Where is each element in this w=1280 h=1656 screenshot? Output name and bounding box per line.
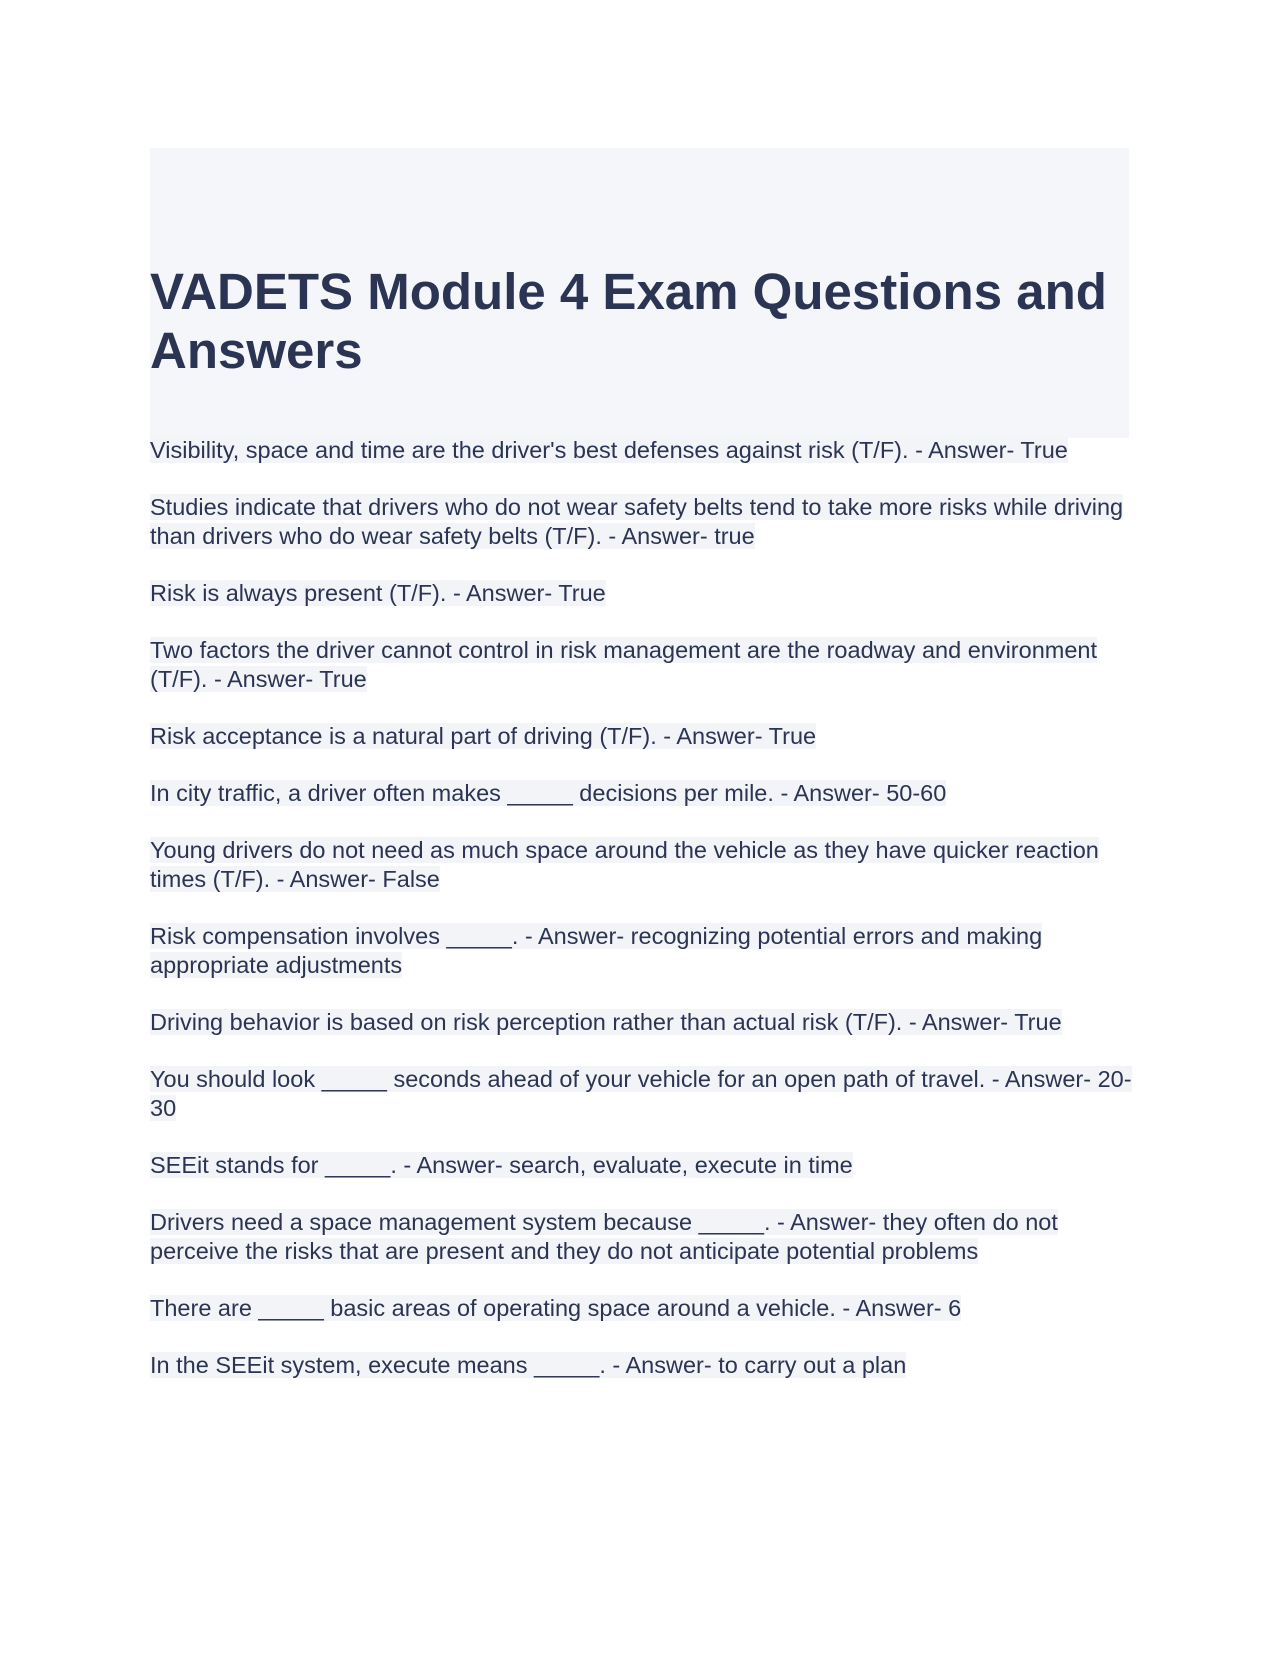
qa-text: Risk acceptance is a natural part of driving (T/F). - Answer- True — [150, 723, 817, 749]
qa-text: There are _____ basic areas of operating space around a vehicle. - Answer- 6 — [150, 1295, 962, 1321]
qa-item — [150, 1351, 1135, 1380]
qa-item — [150, 1008, 1135, 1037]
qa-text: Studies indicate that drivers who do not wear safety belts tend to take more risks while driving than drivers who do wear safety belts (T/F). - Answer- true — [150, 494, 1124, 549]
qa-text: Young drivers do not need as much space around the vehicle as they have quicker reaction times (T/F). - Answer- False — [150, 837, 1099, 892]
qa-text: Drivers need a space management system because _____. - Answer- they often do not perceive the risks that are present and they do not anticipate potential problems — [150, 1209, 1058, 1264]
qa-item — [150, 579, 1135, 608]
qa-item — [150, 722, 1135, 751]
question-answer-list — [150, 436, 1135, 1408]
qa-item — [150, 1208, 1135, 1266]
qa-item — [150, 493, 1135, 551]
qa-item — [150, 779, 1135, 808]
qa-item — [150, 836, 1135, 894]
qa-text: You should look _____ seconds ahead of your vehicle for an open path of travel. - Answer- 20-30 — [150, 1066, 1132, 1121]
qa-item — [150, 1065, 1135, 1123]
qa-item — [150, 1151, 1135, 1180]
qa-text: In the SEEit system, execute means _____. - Answer- to carry out a plan — [150, 1352, 907, 1378]
qa-text: In city traffic, a driver often makes _____ decisions per mile. - Answer- 50-60 — [150, 780, 947, 806]
qa-item — [150, 436, 1135, 465]
qa-text: Driving behavior is based on risk perception rather than actual risk (T/F). - Answer- True — [150, 1009, 1062, 1035]
qa-text: Risk is always present (T/F). - Answer- True — [150, 580, 606, 606]
qa-text: Two factors the driver cannot control in risk management are the roadway and environment (T/F). - Answer- True — [150, 637, 1098, 692]
qa-text: SEEit stands for _____. - Answer- search, evaluate, execute in time — [150, 1152, 853, 1178]
qa-item — [150, 636, 1135, 694]
qa-text: Risk compensation involves _____. - Answer- recognizing potential errors and making appropriate adjustments — [150, 923, 1043, 978]
qa-text: Visibility, space and time are the driver's best defenses against risk (T/F). - Answer- True — [150, 437, 1068, 463]
qa-item — [150, 1294, 1135, 1323]
qa-item — [150, 922, 1135, 980]
document-title: VADETS Module 4 Exam Questions and Answers — [150, 263, 1107, 379]
